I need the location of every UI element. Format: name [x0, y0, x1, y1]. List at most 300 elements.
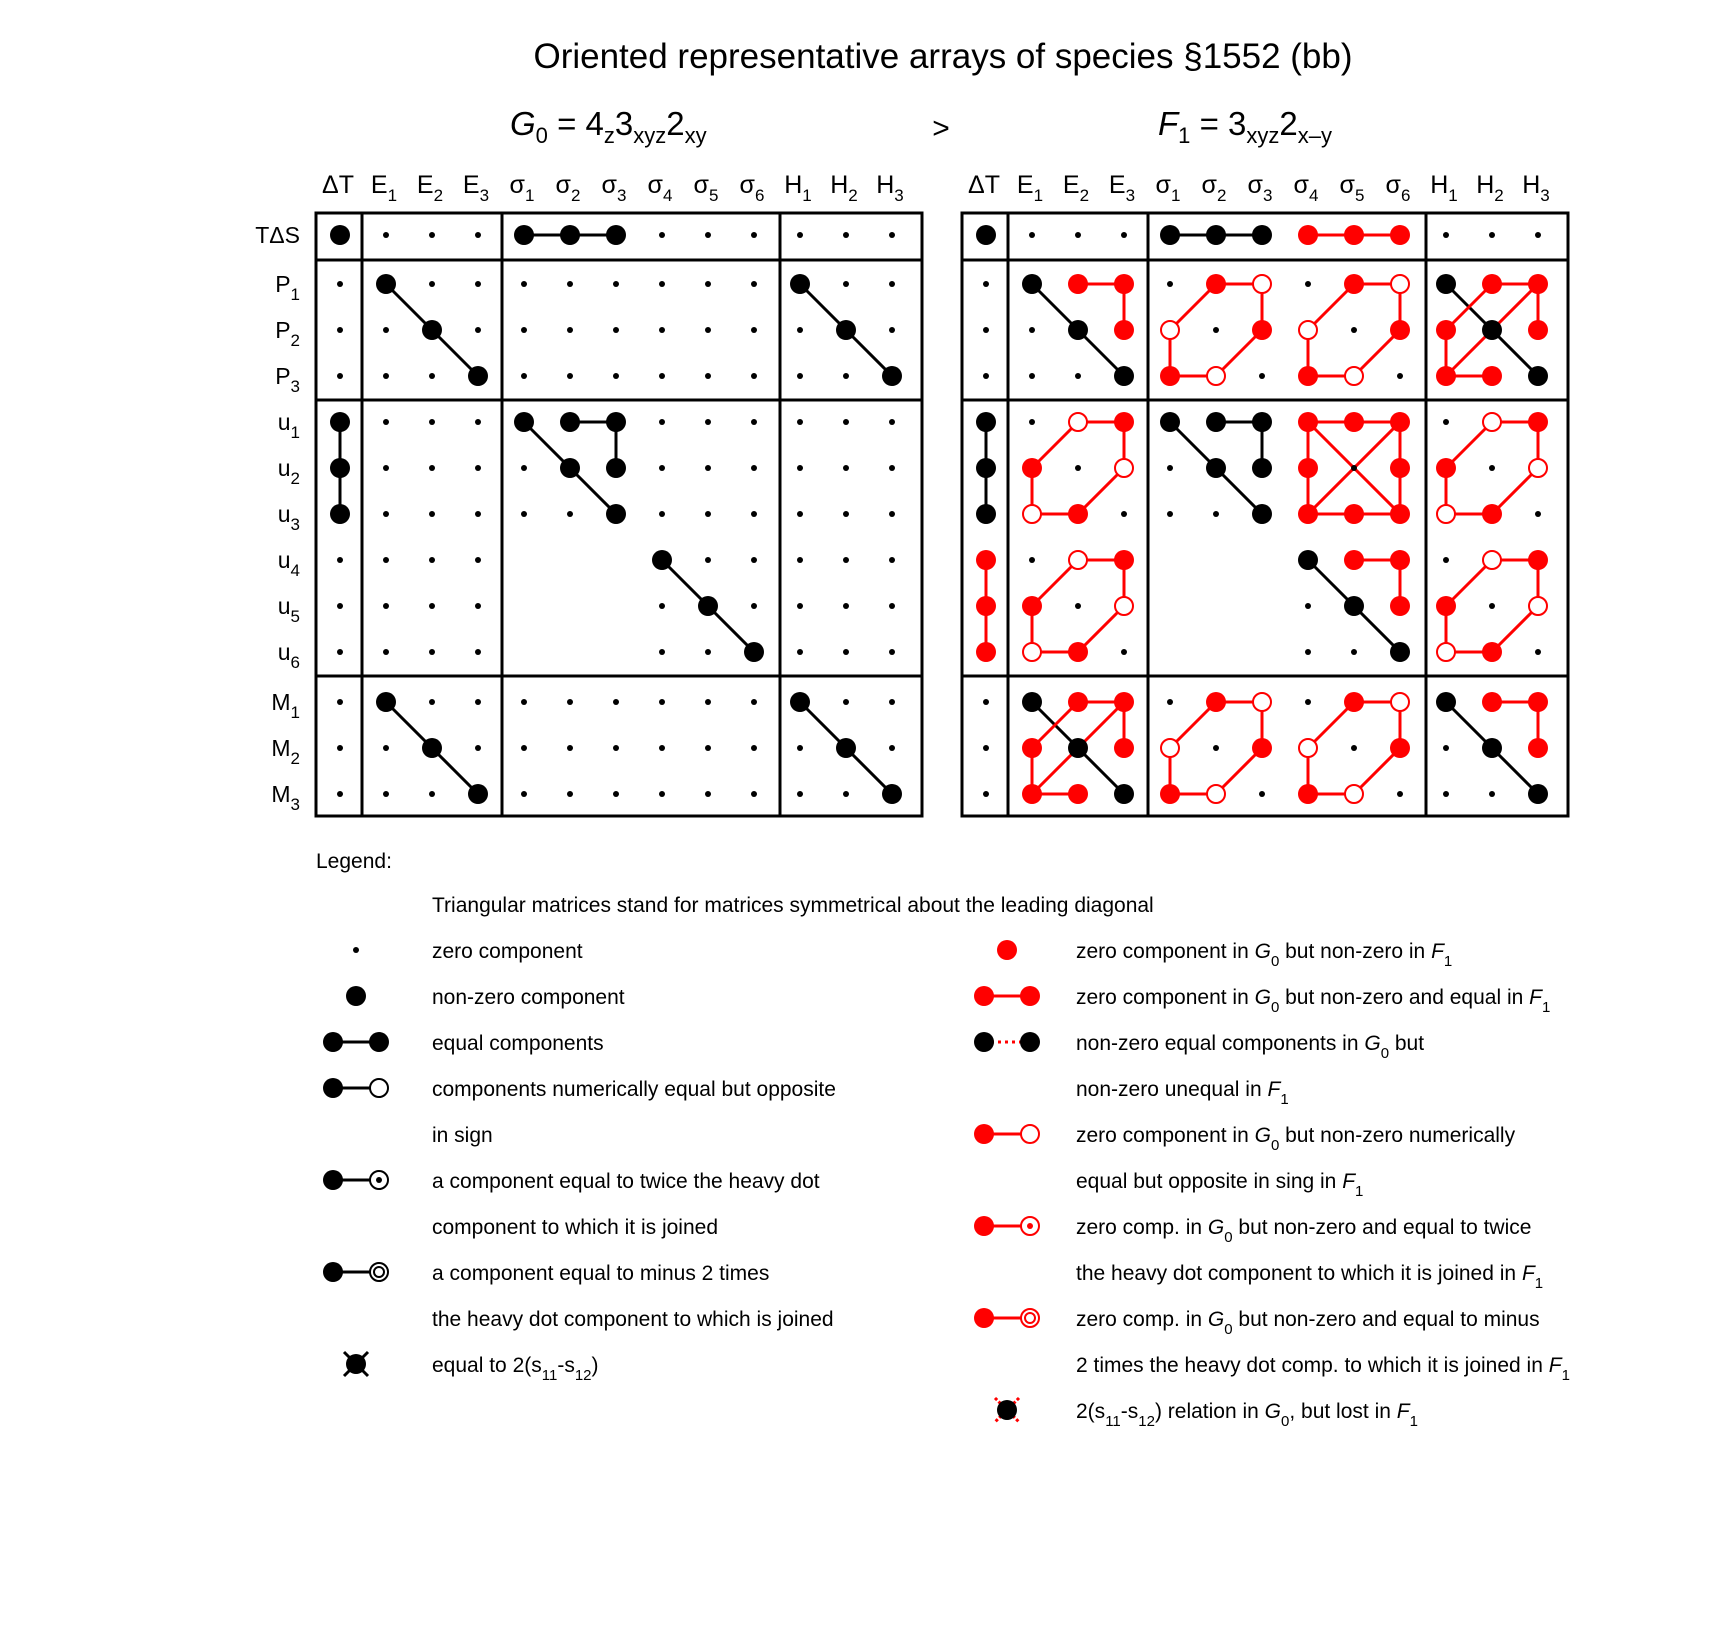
matrix-left-cell-7-3-zero-dot	[475, 557, 481, 563]
matrix-left-cell-6-8-zero-dot	[705, 511, 711, 517]
row-header-0: TΔS	[255, 222, 300, 248]
matrix-right-cell-9-12-zero-dot	[1535, 649, 1541, 655]
matrix-right-cell-4-8-nonzero-dot	[1344, 412, 1364, 432]
matrix-right-cell-6-2-nonzero-dot	[1068, 504, 1088, 524]
matrix-left-cell-12-9-zero-dot	[751, 791, 757, 797]
matrix-right-cell-11-2-nonzero-dot	[1068, 738, 1088, 758]
matrix-left-cell-5-7-zero-dot	[659, 465, 665, 471]
legend-right-text-2-0: non-zero equal components in $G_0$ but	[1076, 1032, 1425, 1062]
matrix-left-cell-6-6-nonzero-dot	[606, 504, 626, 524]
matrix-left-cell-8-10-zero-dot	[797, 603, 803, 609]
matrix-left-cell-1-5-zero-dot	[567, 281, 573, 287]
matrix-right-cell-10-8-nonzero-dot	[1344, 692, 1364, 712]
matrix-right-cell-8-8-nonzero-dot	[1344, 596, 1364, 616]
matrix-right-cell-1-7-zero-dot	[1305, 281, 1311, 287]
matrix-right-cell-1-6-opposite-dot	[1253, 275, 1271, 293]
matrix-left-cell-11-4-zero-dot	[521, 745, 527, 751]
matrix-left-cell-4-6-nonzero-dot	[606, 412, 626, 432]
matrix-right-cell-8-0-nonzero-dot	[976, 596, 996, 616]
matrix-right-cell-4-5-nonzero-dot	[1206, 412, 1226, 432]
legend-right-symbol-2	[974, 1032, 1040, 1052]
matrix-left-cell-9-1-zero-dot	[383, 649, 389, 655]
matrix-left-col-header-0: ΔT	[322, 171, 354, 199]
legend	[316, 850, 1570, 1430]
matrix-left-cell-12-4-zero-dot	[521, 791, 527, 797]
matrix-right-col-header-7: $\sigma_4$	[1293, 171, 1319, 205]
matrix-right-cell-6-9-nonzero-dot	[1390, 504, 1410, 524]
matrix-right-cell-6-5-zero-dot	[1213, 511, 1219, 517]
matrix-right-cell-0-10-zero-dot	[1443, 232, 1449, 238]
matrix-left-cell-10-7-zero-dot	[659, 699, 665, 705]
legend-left-text-5-1: the heavy dot component to which is joined	[432, 1308, 834, 1331]
matrix-left-cell-3-0-zero-dot	[337, 373, 343, 379]
matrix-left-cell-5-5-nonzero-dot	[560, 458, 580, 478]
matrix-left-cell-0-10-zero-dot	[797, 232, 803, 238]
matrix-right-cell-3-4-nonzero-dot	[1160, 366, 1180, 386]
matrix-left-cell-11-8-zero-dot	[705, 745, 711, 751]
matrix-right-cell-11-10-zero-dot	[1443, 745, 1449, 751]
matrix-right-cell-1-2-nonzero-dot	[1068, 274, 1088, 294]
matrix-right	[962, 171, 1568, 816]
matrix-right-cell-12-10-zero-dot	[1443, 791, 1449, 797]
matrix-right-cell-2-11-nonzero-dot	[1482, 320, 1502, 340]
matrix-left-cell-3-3-nonzero-dot	[468, 366, 488, 386]
matrix-right-cell-3-0-zero-dot	[983, 373, 989, 379]
matrix-left-cell-12-0-zero-dot	[337, 791, 343, 797]
matrix-left-cell-8-1-zero-dot	[383, 603, 389, 609]
matrix-right-cell-0-8-nonzero-dot	[1344, 225, 1364, 245]
matrix-right-cell-11-8-zero-dot	[1351, 745, 1357, 751]
matrix-right-cell-2-7-opposite-dot	[1299, 321, 1317, 339]
matrix-right-cell-0-0-nonzero-dot	[976, 225, 996, 245]
row-header-10: $M_1$	[271, 689, 300, 722]
matrix-right-cell-2-1-zero-dot	[1029, 327, 1035, 333]
legend-left-text-4-0: a component equal to twice the heavy dot	[432, 1170, 820, 1193]
legend-right-text-3-0: zero component in $G_0$ but non-zero numerically	[1076, 1124, 1516, 1154]
matrix-right-cell-3-5-opposite-dot	[1207, 367, 1225, 385]
matrix-left-cell-12-7-zero-dot	[659, 791, 665, 797]
matrix-left-cell-3-4-zero-dot	[521, 373, 527, 379]
matrix-left-cell-10-5-zero-dot	[567, 699, 573, 705]
matrix-right-cell-5-7-nonzero-dot	[1298, 458, 1318, 478]
matrix-left-cell-1-3-zero-dot	[475, 281, 481, 287]
matrix-left-cell-5-0-nonzero-dot	[330, 458, 350, 478]
matrix-right-cell-3-6-zero-dot	[1259, 373, 1265, 379]
matrix-right-cell-9-7-zero-dot	[1305, 649, 1311, 655]
matrix-left-cell-3-5-zero-dot	[567, 373, 573, 379]
matrix-left-col-header-10: $H_1$	[784, 171, 812, 205]
legend-right-symbol-3	[974, 1124, 1039, 1144]
matrix-right-cell-10-7-zero-dot	[1305, 699, 1311, 705]
matrix-right-cell-3-12-nonzero-dot	[1528, 366, 1548, 386]
matrix-left-cell-10-8-zero-dot	[705, 699, 711, 705]
subgroup-relation: >	[932, 112, 950, 145]
matrix-right-cell-11-0-zero-dot	[983, 745, 989, 751]
matrix-left-cell-2-0-zero-dot	[337, 327, 343, 333]
matrix-right-cell-2-4-opposite-dot	[1161, 321, 1179, 339]
matrix-right-cell-5-12-opposite-dot	[1529, 459, 1547, 477]
matrix-right-cell-5-0-nonzero-dot	[976, 458, 996, 478]
matrix-left-cell-5-6-nonzero-dot	[606, 458, 626, 478]
matrix-left-cell-4-12-zero-dot	[889, 419, 895, 425]
matrix-left-cell-8-11-zero-dot	[843, 603, 849, 609]
matrix-right-cell-10-6-opposite-dot	[1253, 693, 1271, 711]
matrix-right-cell-6-8-nonzero-dot	[1344, 504, 1364, 524]
matrix-left-cell-5-4-zero-dot	[521, 465, 527, 471]
matrix-right-cell-9-8-zero-dot	[1351, 649, 1357, 655]
matrix-right-cell-12-1-nonzero-dot	[1022, 784, 1042, 804]
matrix-right-cell-5-8-zero-dot	[1351, 465, 1357, 471]
legend-right-text-4-0: zero comp. in $G_0$ but non-zero and equal to twice	[1076, 1216, 1532, 1246]
matrix-right-cell-12-3-nonzero-dot	[1114, 784, 1134, 804]
matrix-left-cell-9-9-nonzero-dot	[744, 642, 764, 662]
matrix-right-cell-7-8-nonzero-dot	[1344, 550, 1364, 570]
matrix-left-cell-12-10-zero-dot	[797, 791, 803, 797]
matrix-left-cell-0-3-zero-dot	[475, 232, 481, 238]
matrix-left-col-header-6: $\sigma_3$	[601, 171, 627, 205]
matrix-right-cell-4-7-nonzero-dot	[1298, 412, 1318, 432]
matrix-left-cell-7-7-nonzero-dot	[652, 550, 672, 570]
matrix-left-cell-4-3-zero-dot	[475, 419, 481, 425]
matrix-left-cell-2-1-zero-dot	[383, 327, 389, 333]
matrix-right-cell-9-3-zero-dot	[1121, 649, 1127, 655]
matrix-left-col-header-5: $\sigma_2$	[555, 171, 581, 205]
matrix-left-cell-10-2-zero-dot	[429, 699, 435, 705]
matrix-left-cell-0-7-zero-dot	[659, 232, 665, 238]
group-label-right	[1158, 105, 1332, 148]
matrix-right-cell-0-3-zero-dot	[1121, 232, 1127, 238]
matrix-right-cell-7-0-nonzero-dot	[976, 550, 996, 570]
matrix-right-cell-6-10-opposite-dot	[1437, 505, 1455, 523]
row-header-12: $M_3$	[271, 781, 300, 814]
matrix-left-cell-9-8-zero-dot	[705, 649, 711, 655]
matrix-left-cell-11-1-zero-dot	[383, 745, 389, 751]
matrix-left-cell-6-7-zero-dot	[659, 511, 665, 517]
row-header-8: $u_5$	[277, 593, 300, 626]
matrix-left-cell-8-9-zero-dot	[751, 603, 757, 609]
matrix-right-cell-9-10-opposite-dot	[1437, 643, 1455, 661]
matrix-right-cell-7-2-opposite-dot	[1069, 551, 1087, 569]
matrix-right-col-header-3: $E_3$	[1108, 171, 1136, 205]
matrix-left-cell-11-10-zero-dot	[797, 745, 803, 751]
matrix-left-cell-8-12-zero-dot	[889, 603, 895, 609]
matrix-left-cell-3-2-zero-dot	[429, 373, 435, 379]
matrix-left-cell-1-4-zero-dot	[521, 281, 527, 287]
legend-right-symbol-6	[995, 1398, 1019, 1422]
matrix-left	[316, 171, 922, 816]
matrix-right-cell-8-9-nonzero-dot	[1390, 596, 1410, 616]
legend-left-symbol-5	[323, 1262, 388, 1282]
matrix-right-cell-1-4-zero-dot	[1167, 281, 1173, 287]
matrix-right-cell-9-0-nonzero-dot	[976, 642, 996, 662]
matrix-right-cell-3-3-nonzero-dot	[1114, 366, 1134, 386]
legend-left-text-5-0: a component equal to minus 2 times	[432, 1262, 770, 1285]
matrix-right-cell-5-6-nonzero-dot	[1252, 458, 1272, 478]
matrix-left-cell-2-3-zero-dot	[475, 327, 481, 333]
legend-left-text-3-1: in sign	[432, 1124, 493, 1147]
legend-left-symbol-4	[323, 1170, 388, 1190]
matrix-right-cell-2-5-zero-dot	[1213, 327, 1219, 333]
matrix-right-col-header-11: $H_2$	[1476, 171, 1504, 205]
matrix-right-cell-2-0-zero-dot	[983, 327, 989, 333]
matrix-left-cell-5-9-zero-dot	[751, 465, 757, 471]
group-label-left	[510, 105, 707, 148]
matrix-right-cell-4-9-nonzero-dot	[1390, 412, 1410, 432]
matrix-right-cell-12-5-opposite-dot	[1207, 785, 1225, 803]
matrix-left-cell-10-4-zero-dot	[521, 699, 527, 705]
matrix-right-cell-12-7-nonzero-dot	[1298, 784, 1318, 804]
legend-note: Triangular matrices stand for matrices symmetrical about the leading diagonal	[432, 894, 1154, 917]
matrix-right-cell-12-9-zero-dot	[1397, 791, 1403, 797]
matrix-right-cell-0-7-nonzero-dot	[1298, 225, 1318, 245]
legend-left-symbol-2	[323, 1032, 389, 1052]
matrix-left-col-header-9: $\sigma_6$	[739, 171, 765, 205]
row-header-2: $P_2$	[275, 317, 300, 350]
matrix-left-cell-2-5-zero-dot	[567, 327, 573, 333]
matrix-right-cell-8-1-nonzero-dot	[1022, 596, 1042, 616]
matrix-right-cell-1-10-nonzero-dot	[1436, 274, 1456, 294]
matrix-right-cell-5-3-opposite-dot	[1115, 459, 1133, 477]
matrix-right-cell-10-2-nonzero-dot	[1068, 692, 1088, 712]
matrix-right-cell-0-1-zero-dot	[1029, 232, 1035, 238]
matrix-right-cell-0-6-nonzero-dot	[1252, 225, 1272, 245]
matrix-right-cell-0-2-zero-dot	[1075, 232, 1081, 238]
matrix-left-cell-9-7-zero-dot	[659, 649, 665, 655]
matrix-left-cell-10-10-nonzero-dot	[790, 692, 810, 712]
legend-left-symbol-0	[353, 947, 359, 953]
matrix-right-cell-7-11-opposite-dot	[1483, 551, 1501, 569]
matrix-left-cell-10-6-zero-dot	[613, 699, 619, 705]
matrix-left-cell-6-3-zero-dot	[475, 511, 481, 517]
matrix-left-cell-0-5-nonzero-dot	[560, 225, 580, 245]
matrix-right-col-header-12: $H_3$	[1522, 171, 1550, 205]
matrix-left-cell-12-5-zero-dot	[567, 791, 573, 797]
matrix-left-col-header-11: $H_2$	[830, 171, 858, 205]
matrix-right-cell-9-1-opposite-dot	[1023, 643, 1041, 661]
matrix-right-cell-4-11-opposite-dot	[1483, 413, 1501, 431]
matrix-left-cell-2-9-zero-dot	[751, 327, 757, 333]
matrix-left-cell-0-1-zero-dot	[383, 232, 389, 238]
matrix-left-cell-1-8-zero-dot	[705, 281, 711, 287]
matrix-left-cell-3-10-zero-dot	[797, 373, 803, 379]
matrix-left-cell-11-3-zero-dot	[475, 745, 481, 751]
matrix-right-col-header-5: $\sigma_2$	[1201, 171, 1227, 205]
matrix-left-cell-2-8-zero-dot	[705, 327, 711, 333]
matrix-left-cell-2-10-zero-dot	[797, 327, 803, 333]
matrix-left-cell-5-10-zero-dot	[797, 465, 803, 471]
matrix-left-cell-3-6-zero-dot	[613, 373, 619, 379]
matrix-left-cell-1-6-zero-dot	[613, 281, 619, 287]
matrix-right-cell-3-7-nonzero-dot	[1298, 366, 1318, 386]
matrix-left-cell-1-12-zero-dot	[889, 281, 895, 287]
matrix-right-col-header-8: $\sigma_5$	[1339, 171, 1365, 205]
matrix-left-cell-5-8-zero-dot	[705, 465, 711, 471]
grp-right-text: $F_1 = 3_{xyz}2_{x-y}$	[1158, 105, 1332, 148]
row-header-3: $P_3$	[275, 363, 300, 396]
matrix-right-cell-1-8-nonzero-dot	[1344, 274, 1364, 294]
matrix-right-cell-11-12-nonzero-dot	[1528, 738, 1548, 758]
matrix-right-col-header-2: $E_2$	[1062, 171, 1090, 205]
matrix-left-cell-1-7-zero-dot	[659, 281, 665, 287]
matrix-right-cell-2-12-nonzero-dot	[1528, 320, 1548, 340]
matrix-right-cell-6-3-zero-dot	[1121, 511, 1127, 517]
matrix-right-cell-11-7-opposite-dot	[1299, 739, 1317, 757]
legend-right-symbol-1	[974, 986, 1040, 1006]
matrix-left-cell-3-12-nonzero-dot	[882, 366, 902, 386]
matrix-right-cell-6-0-nonzero-dot	[976, 504, 996, 524]
matrix-right-cell-9-11-nonzero-dot	[1482, 642, 1502, 662]
matrix-right-cell-10-11-nonzero-dot	[1482, 692, 1502, 712]
matrix-right-cell-2-2-nonzero-dot	[1068, 320, 1088, 340]
matrix-left-cell-7-8-zero-dot	[705, 557, 711, 563]
matrix-left-cell-6-0-nonzero-dot	[330, 504, 350, 524]
legend-left-text-2-0: equal components	[432, 1032, 604, 1055]
matrix-left-cell-10-12-zero-dot	[889, 699, 895, 705]
matrix-right-cell-12-4-nonzero-dot	[1160, 784, 1180, 804]
legend-left-text-1-0: non-zero component	[432, 986, 625, 1009]
matrix-right-cell-6-7-nonzero-dot	[1298, 504, 1318, 524]
matrix-left-cell-2-12-zero-dot	[889, 327, 895, 333]
matrix-left-cell-4-5-nonzero-dot	[560, 412, 580, 432]
legend-right-symbol-5	[974, 1308, 1039, 1328]
matrix-right-cell-9-9-nonzero-dot	[1390, 642, 1410, 662]
matrix-left-cell-10-0-zero-dot	[337, 699, 343, 705]
matrix-right-cell-3-2-zero-dot	[1075, 373, 1081, 379]
matrix-left-cell-11-6-zero-dot	[613, 745, 619, 751]
row-headers	[255, 222, 300, 814]
matrix-right-cell-5-9-nonzero-dot	[1390, 458, 1410, 478]
matrix-left-cell-0-11-zero-dot	[843, 232, 849, 238]
matrix-right-cell-5-11-zero-dot	[1489, 465, 1495, 471]
matrix-right-cell-3-10-nonzero-dot	[1436, 366, 1456, 386]
matrix-left-cell-6-2-zero-dot	[429, 511, 435, 517]
row-header-7: $u_4$	[277, 547, 300, 580]
legend-right-symbol-0	[997, 940, 1017, 960]
matrix-right-cell-8-2-zero-dot	[1075, 603, 1081, 609]
matrix-left-cell-6-12-zero-dot	[889, 511, 895, 517]
matrix-left-cell-12-3-nonzero-dot	[468, 784, 488, 804]
legend-left-text-3-0: components numerically equal but opposite	[432, 1078, 836, 1101]
matrix-right-cell-5-4-zero-dot	[1167, 465, 1173, 471]
matrix-right-cell-3-9-zero-dot	[1397, 373, 1403, 379]
matrix-right-cell-7-3-nonzero-dot	[1114, 550, 1134, 570]
matrix-left-cell-9-2-zero-dot	[429, 649, 435, 655]
matrix-right-cell-1-11-nonzero-dot	[1482, 274, 1502, 294]
matrix-left-col-header-1: $E_1$	[370, 171, 398, 205]
matrix-left-cell-2-2-nonzero-dot	[422, 320, 442, 340]
matrix-left-cell-6-4-zero-dot	[521, 511, 527, 517]
matrix-right-cell-2-6-nonzero-dot	[1252, 320, 1272, 340]
matrix-left-col-header-2: $E_2$	[416, 171, 444, 205]
matrix-left-cell-5-11-zero-dot	[843, 465, 849, 471]
matrix-right-cell-10-9-opposite-dot	[1391, 693, 1409, 711]
matrix-right-cell-4-4-nonzero-dot	[1160, 412, 1180, 432]
matrix-left-cell-4-10-zero-dot	[797, 419, 803, 425]
matrix-left-cell-6-1-zero-dot	[383, 511, 389, 517]
legend-right-text-5-0: zero comp. in $G_0$ but non-zero and equal to minus	[1076, 1308, 1540, 1338]
matrix-left-cell-8-3-zero-dot	[475, 603, 481, 609]
matrix-right-cell-8-7-zero-dot	[1305, 603, 1311, 609]
matrix-left-col-header-4: $\sigma_1$	[509, 171, 535, 205]
matrix-left-cell-11-0-zero-dot	[337, 745, 343, 751]
matrix-left-cell-1-11-zero-dot	[843, 281, 849, 287]
matrix-left-cell-6-9-zero-dot	[751, 511, 757, 517]
matrix-right-cell-1-0-zero-dot	[983, 281, 989, 287]
matrix-right-cell-10-5-nonzero-dot	[1206, 692, 1226, 712]
matrix-left-cell-7-9-zero-dot	[751, 557, 757, 563]
matrix-left-cell-7-0-zero-dot	[337, 557, 343, 563]
matrix-right-cell-7-7-nonzero-dot	[1298, 550, 1318, 570]
matrix-left-cell-3-7-zero-dot	[659, 373, 665, 379]
matrix-right-cell-11-6-nonzero-dot	[1252, 738, 1272, 758]
matrix-right-cell-3-11-nonzero-dot	[1482, 366, 1502, 386]
matrix-left-cell-11-5-zero-dot	[567, 745, 573, 751]
matrix-right-cell-7-10-zero-dot	[1443, 557, 1449, 563]
matrix-left-cell-4-11-zero-dot	[843, 419, 849, 425]
matrix-left-cell-6-5-zero-dot	[567, 511, 573, 517]
matrix-left-cell-12-2-zero-dot	[429, 791, 435, 797]
matrix-left-cell-5-12-zero-dot	[889, 465, 895, 471]
matrix-left-cell-0-6-nonzero-dot	[606, 225, 626, 245]
matrix-left-cell-8-2-zero-dot	[429, 603, 435, 609]
matrix-right-cell-6-12-zero-dot	[1535, 511, 1541, 517]
matrix-right-cell-7-1-zero-dot	[1029, 557, 1035, 563]
matrix-right-cell-10-3-nonzero-dot	[1114, 692, 1134, 712]
matrix-left-cell-0-12-zero-dot	[889, 232, 895, 238]
matrix-left-cell-0-8-zero-dot	[705, 232, 711, 238]
matrix-right-col-header-9: $\sigma_6$	[1385, 171, 1411, 205]
matrix-right-cell-4-2-opposite-dot	[1069, 413, 1087, 431]
matrix-right-cell-12-0-zero-dot	[983, 791, 989, 797]
matrix-right-cell-6-1-opposite-dot	[1023, 505, 1041, 523]
matrix-left-cell-12-6-zero-dot	[613, 791, 619, 797]
matrix-right-cell-4-10-zero-dot	[1443, 419, 1449, 425]
matrix-right-cell-5-2-zero-dot	[1075, 465, 1081, 471]
matrix-left-cell-2-11-nonzero-dot	[836, 320, 856, 340]
matrix-right-cell-4-6-nonzero-dot	[1252, 412, 1272, 432]
matrix-left-cell-1-0-zero-dot	[337, 281, 343, 287]
matrix-right-cell-7-9-nonzero-dot	[1390, 550, 1410, 570]
matrix-left-col-header-3: $E_3$	[462, 171, 490, 205]
legend-right-symbol-4	[974, 1216, 1039, 1236]
matrix-left-cell-6-11-zero-dot	[843, 511, 849, 517]
matrix-right-cell-3-1-zero-dot	[1029, 373, 1035, 379]
matrix-left-cell-0-2-zero-dot	[429, 232, 435, 238]
matrix-left-cell-1-9-zero-dot	[751, 281, 757, 287]
matrix-right-cell-11-11-nonzero-dot	[1482, 738, 1502, 758]
matrix-right-col-header-4: $\sigma_1$	[1155, 171, 1181, 205]
matrix-right-cell-2-10-nonzero-dot	[1436, 320, 1456, 340]
matrix-left-cell-9-3-zero-dot	[475, 649, 481, 655]
matrix-left-cell-6-10-zero-dot	[797, 511, 803, 517]
matrix-left-cell-7-10-zero-dot	[797, 557, 803, 563]
legend-right-text-5-1: 2 times the heavy dot comp. to which it is joined in $F_1$	[1076, 1354, 1570, 1384]
matrix-right-cell-8-3-opposite-dot	[1115, 597, 1133, 615]
matrix-right-cell-12-11-zero-dot	[1489, 791, 1495, 797]
matrix-right-cell-10-4-zero-dot	[1167, 699, 1173, 705]
matrix-right-cell-0-12-zero-dot	[1535, 232, 1541, 238]
matrix-right-cell-6-6-nonzero-dot	[1252, 504, 1272, 524]
matrix-right-cell-11-3-nonzero-dot	[1114, 738, 1134, 758]
matrix-right-cell-10-1-nonzero-dot	[1022, 692, 1042, 712]
matrix-left-cell-4-0-nonzero-dot	[330, 412, 350, 432]
matrix-left-cell-4-1-zero-dot	[383, 419, 389, 425]
matrix-left-cell-0-4-nonzero-dot	[514, 225, 534, 245]
matrix-left-cell-12-12-nonzero-dot	[882, 784, 902, 804]
matrix-right-cell-0-4-nonzero-dot	[1160, 225, 1180, 245]
figure-title: Oriented representative arrays of species §1552 (bb)	[533, 37, 1353, 76]
row-header-11: $M_2$	[271, 735, 300, 768]
